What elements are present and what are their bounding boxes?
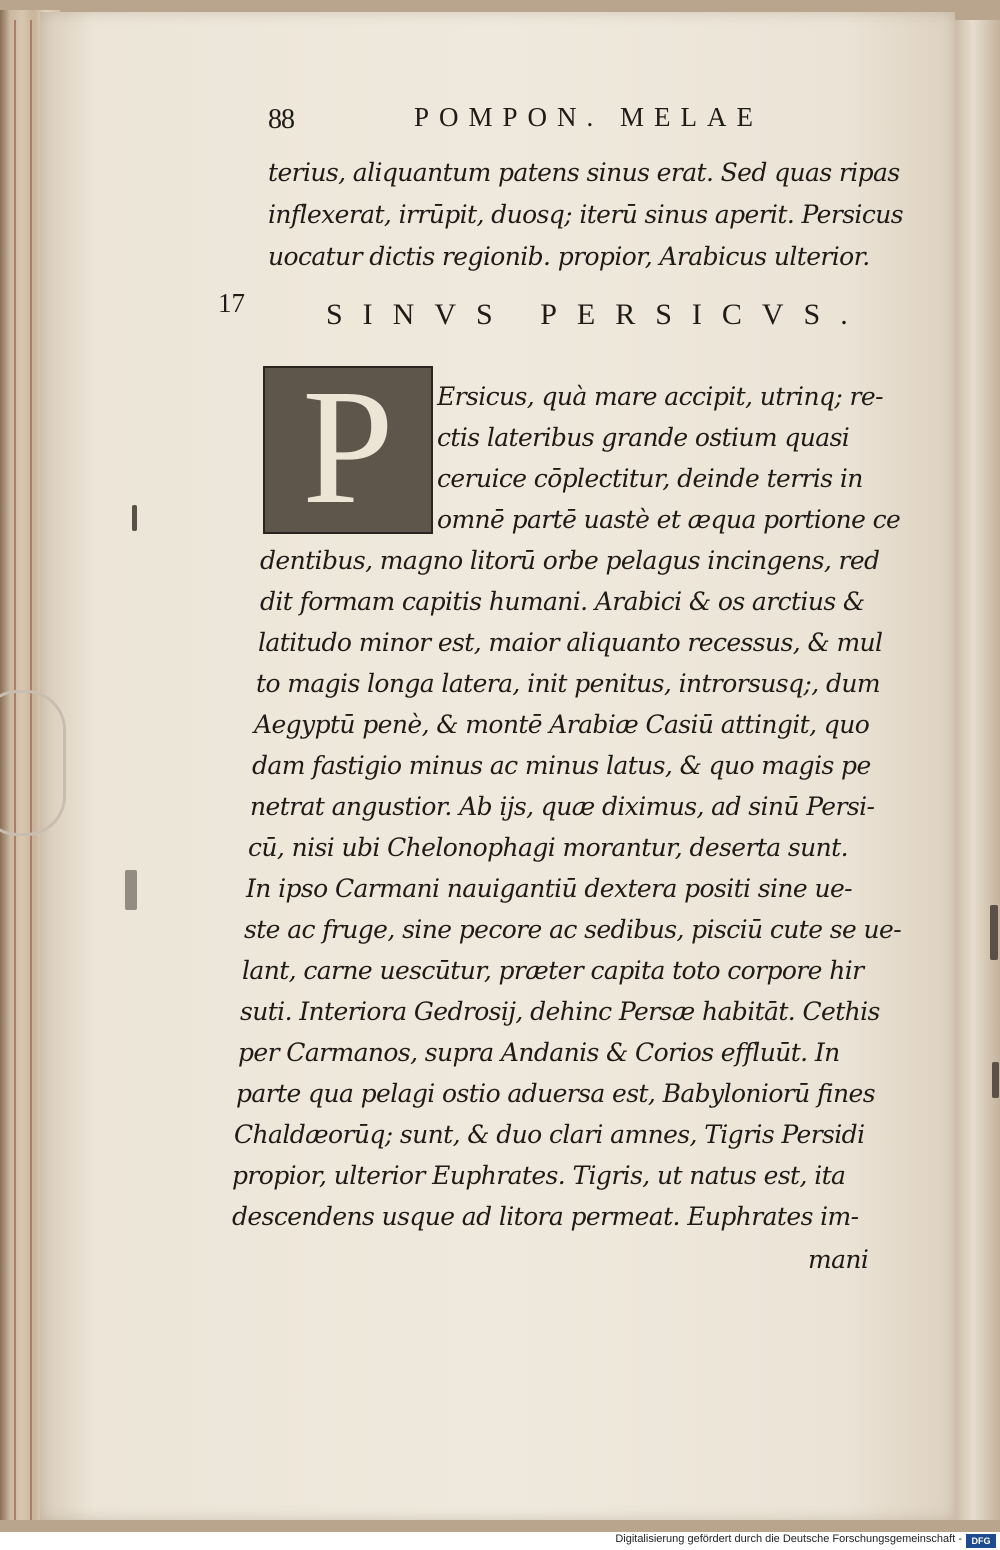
text-line: suti. Interiora Gedrosij, dehinc Persæ habitāt. Cethis: [240, 997, 880, 1026]
dfg-logo: DFG: [966, 1534, 996, 1548]
running-header: [268, 102, 838, 138]
funding-notice: Digitalisierung gefördert durch die Deutsche Forschungsgemeinschaft -: [615, 1533, 962, 1545]
text-line: parte qua pelagi ostio aduersa est, Babyloniorū fines: [236, 1079, 875, 1108]
ink-speck: [132, 505, 137, 531]
text-line: ceruice cōplectitur, deinde terris in: [437, 464, 863, 493]
page-clip: [0, 690, 66, 836]
text-line: inflexerat, irrūpit, duosq; iterū sinus aperit. Persicus: [268, 200, 903, 229]
text-line: omnē partē uastè et æqua portione ce: [437, 505, 901, 534]
text-line: Aegyptū penè, & montē Arabiæ Casiū attingit, quo: [254, 710, 870, 739]
text-line: dentibus, magno litorū orbe pelagus incingens, red: [260, 546, 880, 575]
section-heading: SINVS PERSICVS.: [326, 298, 868, 331]
text-line: Chaldæorūq; sunt, & duo clari amnes, Tigris Persidi: [234, 1120, 865, 1149]
ink-speck: [125, 870, 137, 910]
text-line: lant, carne uescūtur, præter capita toto corpore hir: [242, 956, 864, 985]
catchword: mani: [808, 1245, 869, 1274]
text-line: ste ac fruge, sine pecore ac sedibus, pisciū cute se ue-: [244, 915, 902, 944]
text-line: ctis lateribus grande ostium quasi: [437, 423, 850, 452]
ink-speck: [992, 1062, 999, 1098]
ink-speck: [990, 905, 998, 960]
text-line: latitudo minor est, maior aliquanto recessus, & mul: [258, 628, 883, 657]
text-line: netrat angustior. Ab ijs, quæ diximus, ad sinū Persi-: [250, 792, 875, 821]
text-line: propior, ulterior Euphrates. Tigris, ut natus est, ita: [232, 1161, 846, 1190]
text-line: descendens usque ad litora permeat. Euphrates im-: [232, 1202, 859, 1231]
text-line: In ipso Carmani nauigantiū dextera positi sine ue-: [246, 874, 853, 903]
text-line: uocatur dictis regionib. propior, Arabicus ulterior.: [268, 242, 870, 271]
marginal-number: 17: [218, 288, 245, 318]
text-line: per Carmanos, supra Andanis & Corios effluūt. In: [238, 1038, 840, 1067]
decorated-initial: [263, 355, 433, 538]
text-line: dit formam capitis humani. Arabici & os arctius &: [260, 587, 865, 616]
text-line: dam fastigio minus ac minus latus, & quo magis pe: [252, 751, 871, 780]
text-line: Ersicus, quà mare accipit, utrinq; re-: [437, 382, 883, 411]
text-line: terius, aliquantum patens sinus erat. Sed quas ripas: [268, 158, 900, 187]
initial-letter: P: [302, 355, 394, 538]
running-title: POMPON. MELAE: [414, 102, 764, 132]
page-number: 88: [268, 104, 294, 135]
binding-edge: [955, 20, 1000, 1520]
text-line: to magis longa latera, init penitus, introrsusq;, dum: [256, 669, 880, 698]
text-line: cū, nisi ubi Chelonophagi morantur, deserta sunt.: [248, 833, 848, 862]
